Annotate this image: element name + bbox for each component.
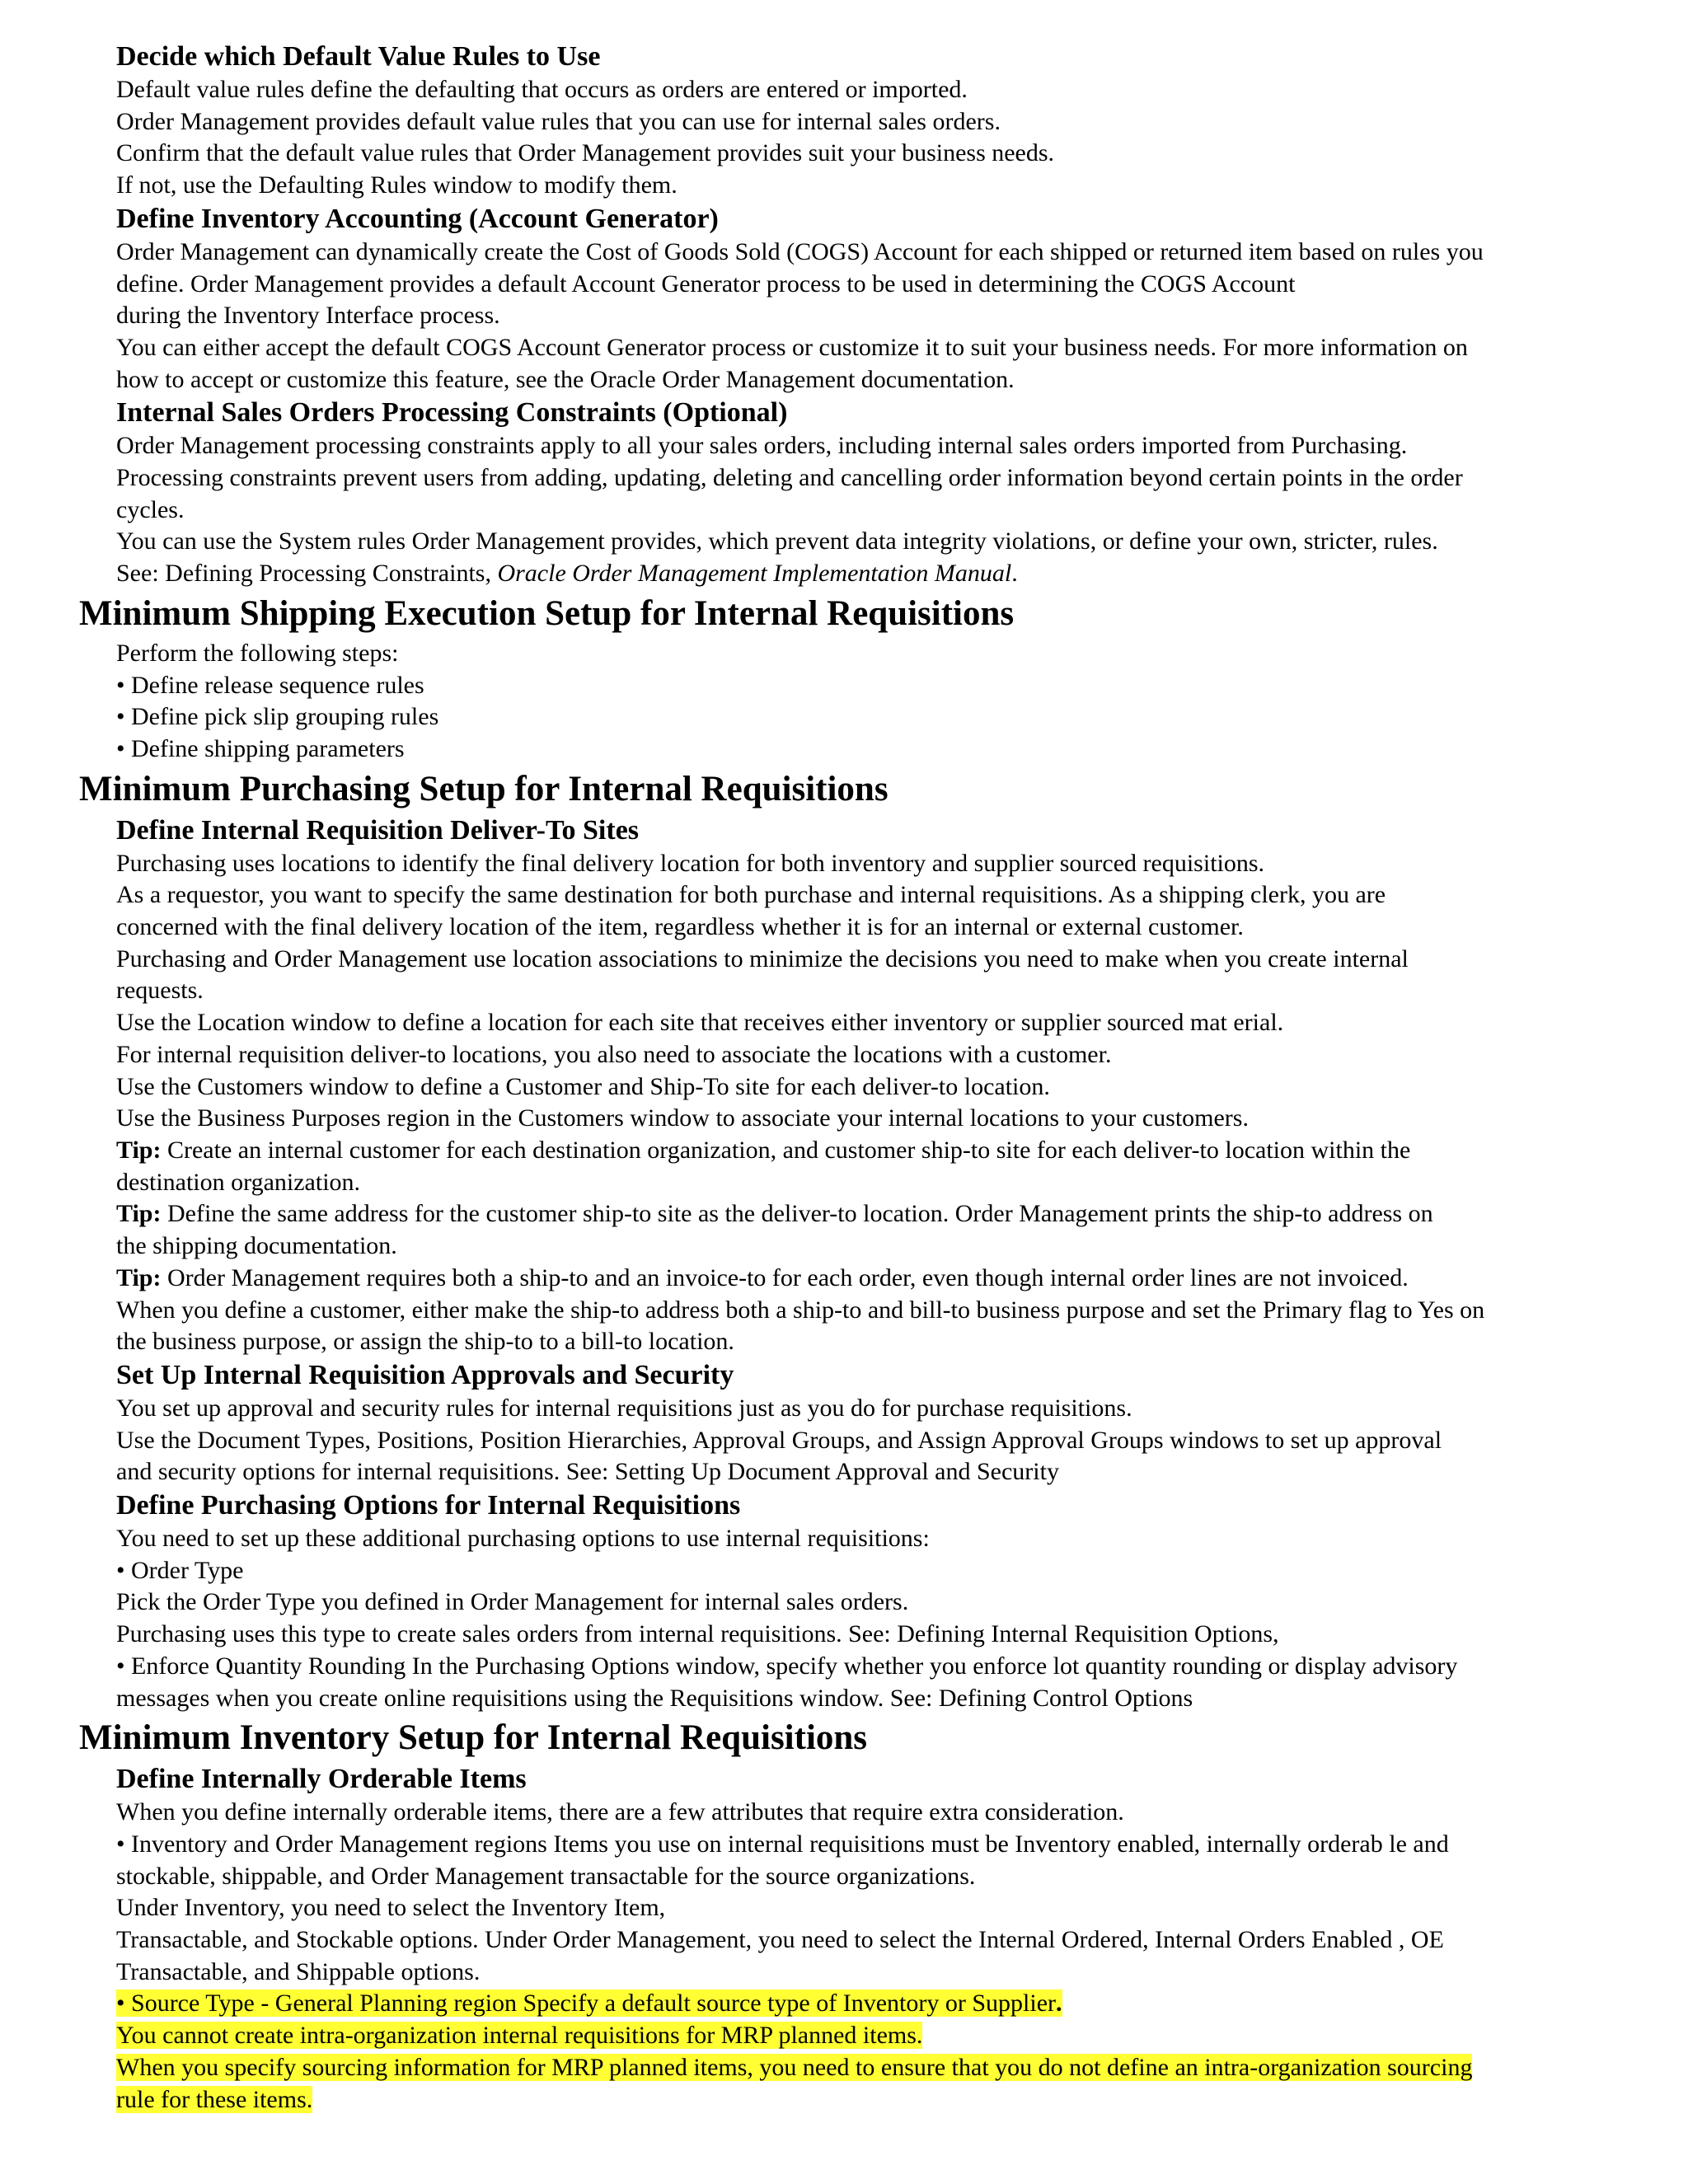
section-heading: Minimum Shipping Execution Setup for Internal Requisitions <box>79 593 1015 633</box>
section-heading: Minimum Purchasing Setup for Internal Requisitions <box>79 769 889 808</box>
body-line: stockable, shippable, and Order Management transactable for the source organizations. <box>116 1862 976 1890</box>
highlighted-text: • Source Type - General Planning region Specify a default source type of Inventory or Supplier <box>116 1990 1057 2018</box>
subsection-heading: Decide which Default Value Rules to Use <box>116 41 601 72</box>
tip-text: Create an internal customer for each destination organization, and customer ship-to site for each deliver-to location within the <box>161 1136 1411 1164</box>
body-line: • Inventory and Order Management regions Items you use on internal requisitions must be Inventory enabled, internally orderab le and <box>116 1830 1449 1858</box>
highlighted-bold-mark: . <box>1056 1990 1062 2018</box>
subsection-heading: Define Internal Requisition Deliver-To Sites <box>116 814 640 846</box>
body-line: define. Order Management provides a default Account Generator process to be used in determining the COGS Account <box>116 269 1296 298</box>
tip-text: Order Management requires both a ship-to and an invoice-to for each order, even though internal order lines are not invoiced. <box>161 1263 1409 1291</box>
body-line: As a requestor, you want to specify the same destination for both purchase and internal requisitions. As a shipping clerk, you are <box>116 881 1386 909</box>
body-line: You set up approval and security rules for internal requisitions just as you do for purchase requisitions. <box>116 1394 1132 1422</box>
body-line: Purchasing and Order Management use location associations to minimize the decisions you need to make when you create internal <box>116 944 1409 972</box>
tip-text: Define the same address for the customer ship-to site as the deliver-to location. Order Management prints the ship-to address on <box>161 1200 1433 1228</box>
body-line: Order Management can dynamically create the Cost of Goods Sold (COGS) Account for each shipped or returned item based on rules you <box>116 237 1484 265</box>
body-line: during the Inventory Interface process. <box>116 302 500 330</box>
reference-end: . <box>1011 560 1018 588</box>
body-line: If not, use the Defaulting Rules window to modify them. <box>116 171 678 199</box>
body-line: Use the Business Purposes region in the Customers window to associate your internal locations to your customers. <box>116 1104 1249 1132</box>
body-line: and security options for internal requisitions. See: Setting Up Document Approval and Security <box>116 1458 1059 1486</box>
manual-title: Oracle Order Management Implementation Manual <box>497 560 1012 588</box>
body-line: Under Inventory, you need to select the Inventory Item, <box>116 1894 666 1922</box>
body-line: • Enforce Quantity Rounding In the Purchasing Options window, specify whether you enforce lot quantity rounding or display advisory <box>116 1652 1458 1680</box>
highlighted-line <box>0 2020 1688 2052</box>
body-line: Perform the following steps: <box>116 639 399 667</box>
body-line: Use the Document Types, Positions, Position Hierarchies, Approval Groups, and Assign Approval Groups windows to set up approval <box>116 1426 1442 1454</box>
tip-label: Tip: <box>116 1263 162 1291</box>
body-line: Order Management processing constraints apply to all your sales orders, including internal sales orders imported from Purchasing. <box>116 432 1408 460</box>
body-line: • Order Type <box>116 1556 244 1584</box>
body-line: messages when you create online requisitions using the Requisitions window. See: Defining Control Options <box>116 1684 1193 1712</box>
body-line: the business purpose, or assign the ship-to to a bill-to location. <box>116 1328 734 1356</box>
subsection-heading: Define Inventory Accounting (Account Generator) <box>116 203 719 234</box>
body-line: You can use the System rules Order Management provides, which prevent data integrity violations, or define your own, stricter, rules. <box>116 527 1438 555</box>
subsection-heading: Define Purchasing Options for Internal Requisitions <box>116 1490 741 1521</box>
body-line: the shipping documentation. <box>116 1232 397 1260</box>
tip-label: Tip: <box>116 1136 162 1164</box>
body-line: Order Management provides default value rules that you can use for internal sales orders. <box>116 107 1001 135</box>
body-line: destination organization. <box>116 1168 361 1196</box>
body-line: Transactable, and Stockable options. Under Order Management, you need to select the Internal Ordered, Internal Orders Enabled , OE <box>116 1926 1444 1954</box>
tip-line <box>0 1198 1688 1230</box>
document-body <box>0 40 1688 2116</box>
body-line: concerned with the final delivery location of the item, regardless whether it is for an internal or external customer. <box>116 913 1244 941</box>
body-line: • Define release sequence rules <box>116 671 424 699</box>
highlighted-text: rule for these items. <box>116 2085 313 2113</box>
body-line: Pick the Order Type you defined in Order Management for internal sales orders. <box>116 1588 909 1616</box>
subsection-heading: Internal Sales Orders Processing Constraints (Optional) <box>116 397 788 429</box>
tip-line <box>0 1135 1688 1167</box>
highlighted-line <box>0 2084 1688 2116</box>
reference-text: See: Defining Processing Constraints, <box>116 560 498 588</box>
body-line: requests. <box>116 977 204 1005</box>
section-heading: Minimum Inventory Setup for Internal Requisitions <box>79 1718 868 1758</box>
body-line: You can either accept the default COGS Account Generator process or customize it to suit your business needs. For more information on <box>116 333 1468 361</box>
body-line: When you define internally orderable items, there are a few attributes that require extra consideration. <box>116 1798 1124 1826</box>
body-line: You need to set up these additional purchasing options to use internal requisitions: <box>116 1525 930 1553</box>
body-line: Transactable, and Shippable options. <box>116 1957 481 1985</box>
tip-label: Tip: <box>116 1200 162 1228</box>
body-line: When you define a customer, either make the ship-to address both a ship-to and bill-to business purpose and set the Primary flag to Yes on <box>116 1296 1485 1324</box>
reference-line <box>0 558 1688 590</box>
body-line: Purchasing uses this type to create sales orders from internal requisitions. See: Defining Internal Requisition Options, <box>116 1620 1279 1648</box>
body-line: Processing constraints prevent users from adding, updating, deleting and cancelling order information beyond certain points in the order <box>116 464 1463 492</box>
body-line: Use the Location window to define a location for each site that receives either inventory or supplier sourced mat erial. <box>116 1009 1284 1037</box>
body-line: For internal requisition deliver-to locations, you also need to associate the locations with a customer. <box>116 1040 1112 1068</box>
highlighted-text: When you specify sourcing information for MRP planned items, you need to ensure that you do not define an intra-organization sourcing <box>116 2053 1473 2081</box>
body-line: Purchasing uses locations to identify the final delivery location for both inventory and supplier sourced requisitions. <box>116 849 1265 877</box>
body-line: Use the Customers window to define a Customer and Ship-To site for each deliver-to location. <box>116 1072 1050 1100</box>
body-line: Default value rules define the defaulting that occurs as orders are entered or imported. <box>116 76 968 103</box>
highlighted-line <box>0 1988 1688 2020</box>
highlighted-text: You cannot create intra-organization internal requisitions for MRP planned items. <box>116 2022 923 2050</box>
body-line: • Define pick slip grouping rules <box>116 703 439 731</box>
body-line: • Define shipping parameters <box>116 734 405 762</box>
body-line: Confirm that the default value rules that Order Management provides suit your business needs. <box>116 139 1055 167</box>
highlighted-line <box>0 2052 1688 2084</box>
body-line: how to accept or customize this feature, see the Oracle Order Management documentation. <box>116 365 1015 393</box>
subsection-heading: Set Up Internal Requisition Approvals and Security <box>116 1359 734 1390</box>
subsection-heading: Define Internally Orderable Items <box>116 1764 527 1795</box>
tip-line <box>0 1263 1688 1295</box>
body-line: cycles. <box>116 495 185 523</box>
